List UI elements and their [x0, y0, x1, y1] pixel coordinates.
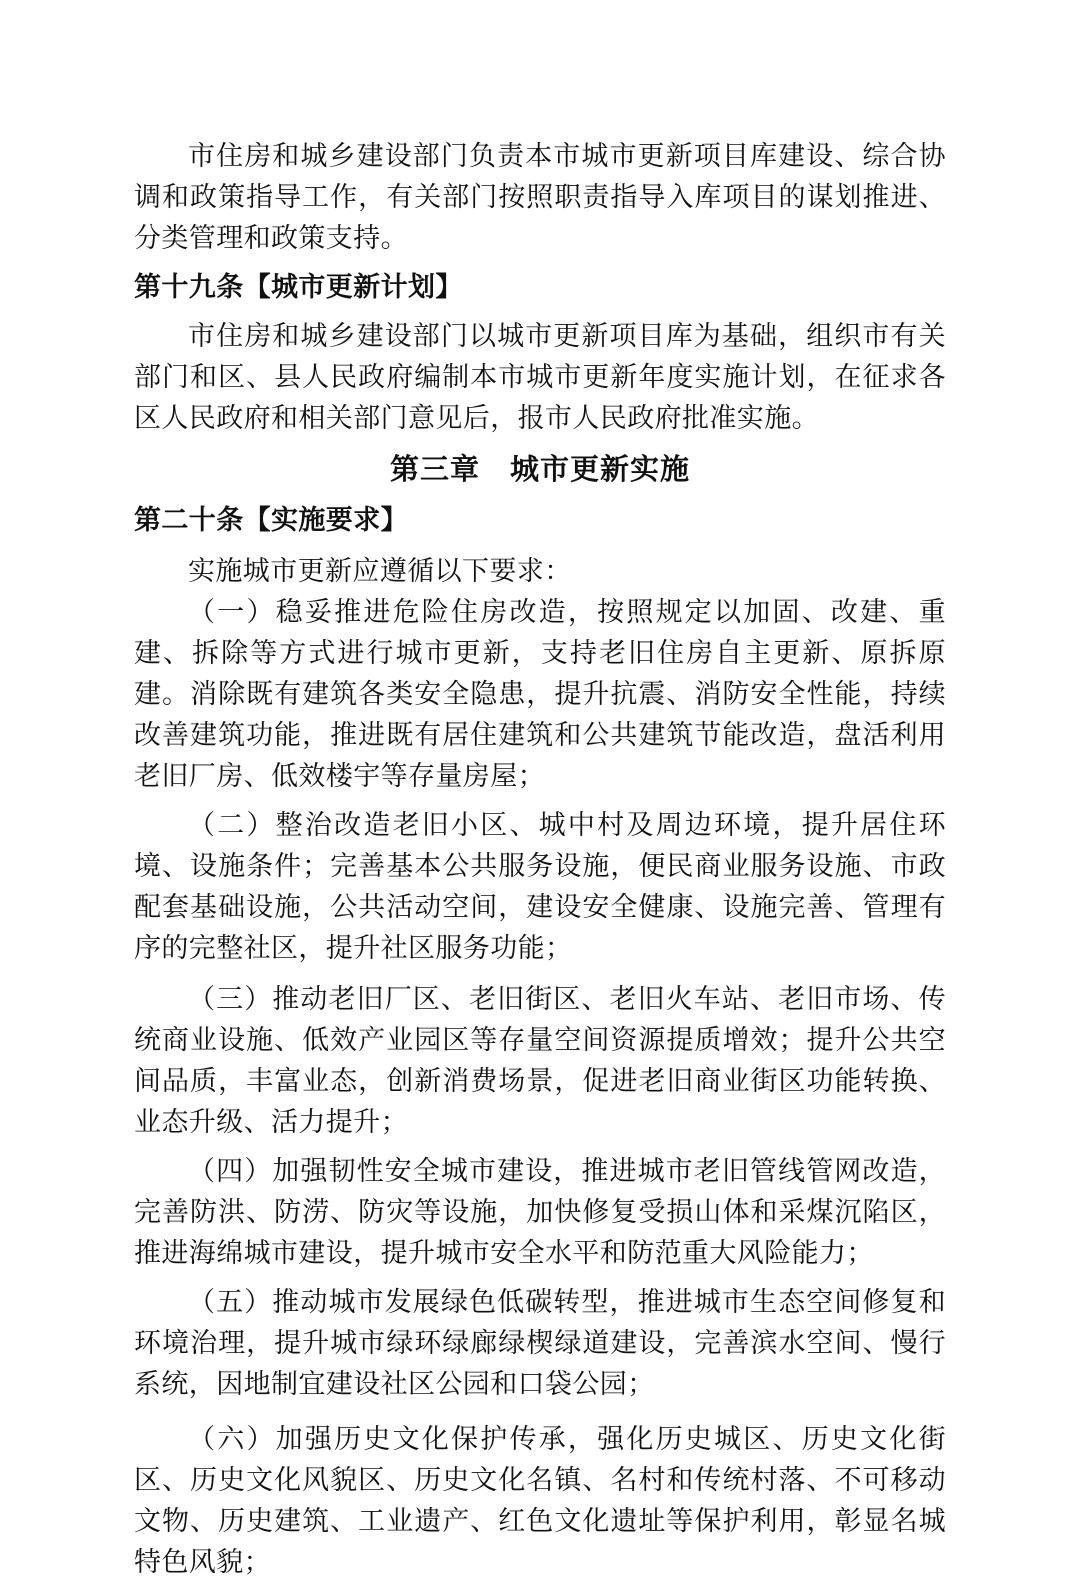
list-item-6: （六）加强历史文化保护传承，强化历史城区、历史文化街区、历史文化风貌区、历史文化名镇、名村和传统村落、不可移动文物、历史建筑、工业遗产、红色文化遗址等保护利用，彰显名城特色风貌；: [134, 1424, 946, 1578]
article-19-body: 市住房和城乡建设部门以城市更新项目库为基础，组织市有关部门和区、县人民政府编制本市城市更新年度实施计划，在征求各区人民政府和相关部门意见后，报市人民政府批准实施。: [134, 321, 946, 434]
paragraph: 市住房和城乡建设部门负责本市城市更新项目库建设、综合协调和政策指导工作，有关部门按照职责指导入库项目的谋划推进、分类管理和政策支持。: [134, 141, 946, 254]
list-item-3: （三）推动老旧厂区、老旧街区、老旧火车站、老旧市场、传统商业设施、低效产业园区等存量空间资源提质增效；提升公共空间品质，丰富业态，创新消费场景，促进老旧商业街区功能转换、业态升级、活力提升；: [134, 984, 946, 1138]
list-item-1: （一）稳妥推进危险住房改造，按照规定以加固、改建、重建、拆除等方式进行城市更新，支持老旧住房自主更新、原拆原建。消除既有建筑各类安全隐患，提升抗震、消防安全性能，持续改善建筑功能，推进既有居住建筑和公共建筑节能改造，盘活利用老旧厂房、低效楼宇等存量房屋；: [134, 597, 946, 792]
list-item-4: （四）加强韧性安全城市建设，推进城市老旧管线管网改造，完善防洪、防涝、防灾等设施，加快修复受损山体和采煤沉陷区，推进海绵城市建设，提升城市安全水平和防范重大风险能力；: [134, 1156, 946, 1269]
chapter-3-heading: 第三章 城市更新实施: [389, 452, 690, 486]
article-20-heading: 第二十条【实施要求】: [134, 505, 408, 536]
list-item-2: （二）整治改造老旧小区、城中村及周边环境，提升居住环境、设施条件；完善基本公共服务设施，便民商业服务设施、市政配套基础设施，公共活动空间，建设安全健康、设施完善、管理有序的完整社区，提升社区服务功能；: [134, 810, 946, 964]
article-19-heading: 第十九条【城市更新计划】: [134, 272, 463, 303]
article-20-intro: 实施城市更新应遵循以下要求：: [188, 556, 572, 587]
list-item-5: （五）推动城市发展绿色低碳转型，推进城市生态空间修复和环境治理，提升城市绿环绿廊绿楔绿道建设，完善滨水空间、慢行系统，因地制宜建设社区公园和口袋公园；: [134, 1287, 946, 1400]
